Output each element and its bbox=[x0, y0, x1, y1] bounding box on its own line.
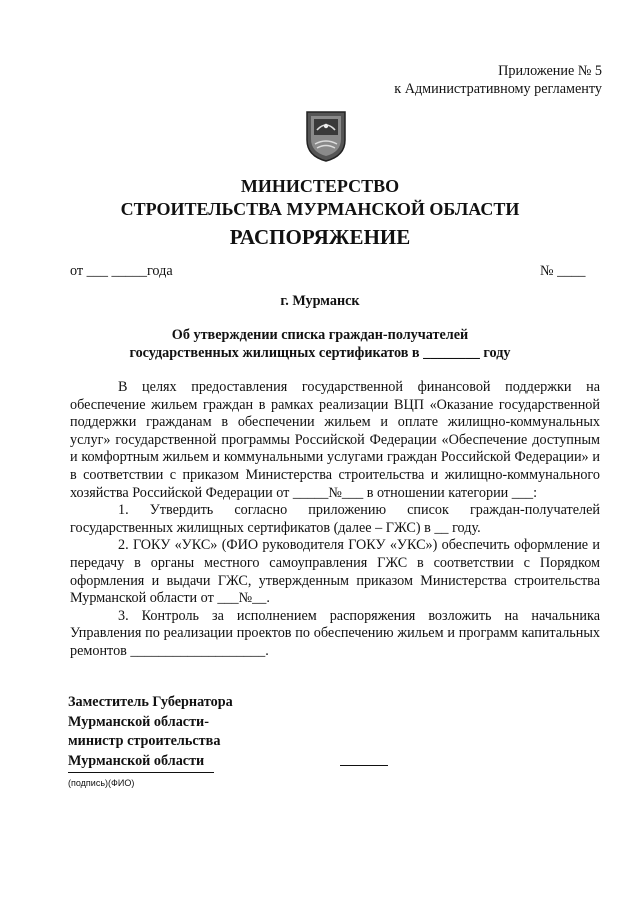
appendix-number: Приложение № 5 bbox=[498, 63, 602, 79]
signatory-line3: министр строительства bbox=[68, 733, 221, 749]
preamble-paragraph: В целях предоставления государственной финансовой поддержки на обеспечение жильем граждан в рамках реализации ВЦП «Оказание государственной поддержки гражданам в обеспечении жильем и оплате жилищно-коммунальных услуг» государственной программы Российской Федерации «Обеспечение доступным и комфортным жильем и коммунальными услугами граждан Российской Федерации» и в соответствии с приказом Министерства строительства и жилищно-коммунального хозяйства Российской Федерации от _____№___ в отношении категории ___: bbox=[70, 379, 600, 501]
order-item-3: 3. Контроль за исполнением распоряжения возложить на начальника Управления по реализации проектов по обеспечению жильем и программ капитальных ремонтов ___________________. bbox=[70, 607, 600, 659]
ministry-name-line2: СТРОИТЕЛЬСТВА МУРМАНСКОЙ ОБЛАСТИ bbox=[120, 199, 520, 219]
signatory-block bbox=[68, 693, 233, 771]
date-line bbox=[70, 263, 173, 280]
date-year-suffix: года bbox=[146, 263, 173, 279]
signatory-line2: Мурманской области- bbox=[68, 713, 209, 730]
date-prefix: от bbox=[70, 263, 84, 279]
signature-line bbox=[340, 751, 388, 766]
subject-line2: государственных жилищных сертификатов в ________ году bbox=[129, 345, 511, 361]
signature-caption: (подпись)(ФИО) bbox=[68, 778, 135, 788]
signatory-line4: Мурманской области bbox=[68, 752, 205, 769]
appendix-regulation: к Административному регламенту bbox=[394, 81, 602, 97]
number-blank: ____ bbox=[557, 263, 586, 279]
signatory-line1: Заместитель Губернатора bbox=[68, 694, 233, 710]
appendix-reference bbox=[394, 62, 602, 98]
ministry-name-line1: МИНИСТЕРСТВО bbox=[240, 176, 400, 196]
document-subject bbox=[0, 326, 640, 362]
number-sign: № bbox=[540, 263, 554, 279]
date-day-blank: ___ bbox=[86, 263, 108, 279]
murmansk-coat-of-arms-icon bbox=[305, 110, 347, 162]
signature-name-line bbox=[68, 772, 214, 773]
number-line bbox=[540, 263, 585, 280]
subject-line1: Об утверждении списка граждан-получателей bbox=[171, 327, 469, 343]
order-item-1: 1. Утвердить согласно приложению список граждан-получателей государственных жилищных сертификатов (далее – ГЖС) в __ году. bbox=[70, 502, 600, 536]
date-month-blank: _____ bbox=[111, 263, 147, 279]
order-item-2: 2. ГОКУ «УКС» (ФИО руководителя ГОКУ «УКС») обеспечить оформление и передачу в органы местного самоуправления ГЖС в соответствии с Порядком оформления и выдачи ГЖС, утвержденным приказом Министерства строительства Мурманской области от ___№__. bbox=[70, 537, 600, 607]
city: г. Мурманск bbox=[280, 293, 360, 309]
document-type: РАСПОРЯЖЕНИЕ bbox=[229, 225, 411, 249]
document-body bbox=[70, 379, 600, 661]
